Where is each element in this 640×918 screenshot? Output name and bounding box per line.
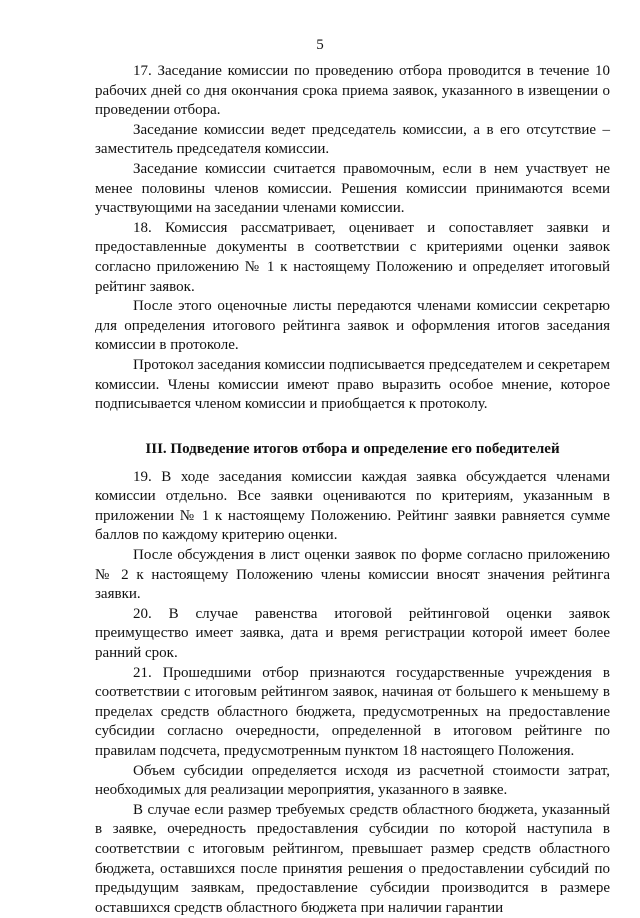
paragraph-17-schedule: 17. Заседание комиссии по проведению отбора проводится в течение 10 рабочих дней со дня окончания срока приема заявок, указанного в извещении о проведении отбора. bbox=[95, 63, 610, 119]
section-heading: III. Подведение итогов отбора и определение его победителей bbox=[145, 440, 560, 457]
paragraph-rating-entry: После обсуждения в лист оценки заявок по форме согласно приложению № 2 к настоящему Положению члены комиссии вносят значения рейтинга заявки. bbox=[95, 547, 610, 603]
paragraph-19-discussion: 19. В ходе заседания комиссии каждая заявка обсуждается членами комиссии отдельно. Все заявки оцениваются по критериям, указанным в приложении № 1 к настоящему Положению. Рейтинг заявки равняется сумме баллов по каждому критерию оценки. bbox=[95, 468, 610, 544]
paragraph-protocol: Протокол заседания комиссии подписывается председателем и секретарем комиссии. Члены комиссии имеют право выразить особое мнение, которое подписывается членом комиссии и приобщается к протоколу. bbox=[95, 356, 610, 413]
paragraph-chair: Заседание комиссии ведет председатель комиссии, а в его отсутствие – заместитель председателя комиссии. bbox=[95, 121, 610, 158]
paragraph-evaluation-sheets: После этого оценочные листы передаются членами комиссии секретарю для определения итогового рейтинга заявок и оформления итогов заседания комиссии в протоколе. bbox=[95, 298, 610, 354]
paragraph-20-tie: 20. В случае равенства итоговой рейтинговой оценки заявок преимущество имеет заявка, дата и время регистрации которой имеет более ранний срок. bbox=[95, 605, 610, 662]
paragraph-21-winners: 21. Прошедшими отбор признаются государственные учреждения в соответствии с итоговым рейтингом заявок, начиная от большего к меньшему в пределах средств областного бюджета, предусмотренных на предоставление субсидии согласно очередности, определенной в итоговом рейтинге по правилам подсчета, предусмотренным пунктом 18 настоящего Положения. bbox=[95, 664, 610, 759]
paragraph-quorum: Заседание комиссии считается правомочным, если в нем участвует не менее половины членов комиссии. Решения комиссии принимаются всеми участвующими на заседании членами комиссии. bbox=[95, 160, 610, 217]
paragraph-subsidy-volume: Объем субсидии определяется исходя из расчетной стоимости затрат, необходимых для реализации мероприятия, указанного в заявке. bbox=[95, 762, 610, 799]
paragraph-budget-excess: В случае если размер требуемых средств областного бюджета, указанный в заявке, очередность предоставления субсидии по которой наступила в соответствии с итоговым рейтингом, превышает размер средств областного бюджета, оставшихся после принятия решения о предоставлении субсидий по предыдущим заявкам, предоставление субсидии производится в размере оставшихся средств областного бюджета при наличии гарантии bbox=[95, 801, 610, 916]
page-number: 5 bbox=[316, 37, 324, 53]
paragraph-18-evaluation: 18. Комиссия рассматривает, оценивает и сопоставляет заявки и предоставленные документы в соответствии с критериями оценки заявок согласно приложению № 1 к настоящему Положению и определяет итоговый рейтинг заявок. bbox=[95, 219, 610, 295]
document-body bbox=[95, 62, 610, 918]
